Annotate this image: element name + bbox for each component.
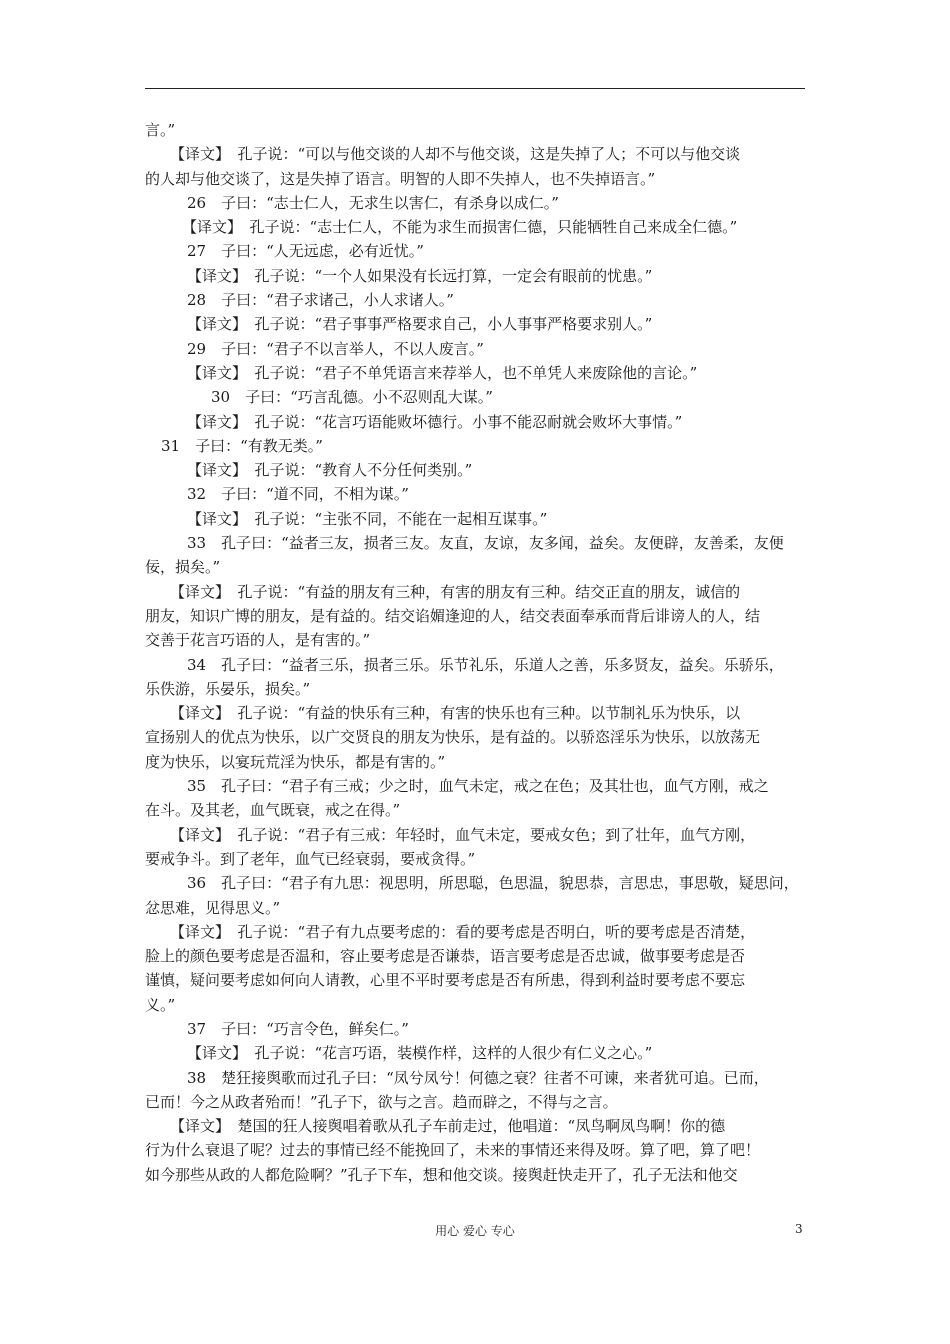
text-line: 27 子曰：“人无远虑，必有近忧。” (187, 242, 424, 261)
text-line: 度为快乐，以宴玩荒淫为快乐，都是有害的。” (145, 752, 446, 771)
footer-motto: 用心 爱心 专心 (435, 1224, 515, 1238)
text-line: 在斗。及其老，血气既衰，戒之在得。” (145, 801, 401, 820)
text-line: 宣扬别人的优点为快乐，以广交贤良的朋友为快乐，是有益的。以骄恣淫乐为快乐，以放荡无 (145, 728, 761, 747)
text-line: 佞，损矣。” (145, 558, 221, 577)
text-line: 34 孔子曰：“益者三乐，损者三乐。乐节礼乐，乐道人之善，乐多贤友，益矣。乐骄乐， (187, 655, 784, 674)
text-line: 【译文】 孔子说：“花言巧语，装模作样，这样的人很少有仁义之心。” (187, 1044, 653, 1063)
text-line: 29 子曰：“君子不以言举人，不以人废言。” (187, 339, 484, 358)
text-line: 【译文】 孔子说：“君子事事严格要求自己，小人事事严格要求别人。” (187, 315, 653, 334)
page-number: 3 (795, 1222, 803, 1236)
text-line: 义。” (145, 995, 176, 1014)
text-line: 忿思难，见得思义。” (145, 898, 281, 917)
text-line: 谨慎，疑问要考虑如何向人请教，心里不平时要考虑是否有所患，得到利益时要考虑不要忘 (145, 971, 746, 990)
text-line: 【译文】 孔子说：“主张不同，不能在一起相互谋事。” (187, 509, 548, 528)
text-line: 31 子曰：“有教无类。” (161, 436, 323, 455)
text-line: 如今那些从政的人都危险啊？”孔子下车，想和他交谈。接舆赶快走开了，孔子无法和他交 (145, 1165, 738, 1184)
text-line: 言。” (145, 121, 176, 139)
text-line: 【译文】 孔子说：“可以与他交谈的人却不与他交谈，这是失掉了人；不可以与他交谈 (170, 145, 741, 164)
text-line: 【译文】 孔子说：“君子有九点要考虑的：看的要考虑是否明白，听的要考虑是否清楚， (170, 922, 756, 941)
text-line: 【译文】 楚国的狂人接舆唱着歌从孔子车前走过，他唱道：“凤鸟啊凤鸟啊！你的德 (170, 1117, 726, 1136)
text-line: 已而！今之从政者殆而！”孔子下，欲与之言。趋而辟之，不得与之言。 (145, 1092, 618, 1111)
text-line: 32 子曰：“道不同，不相为谋。” (187, 485, 409, 504)
text-line: 【译文】 孔子说：“志士仁人，不能为求生而损害仁德，只能牺牲自己来成全仁德。” (182, 218, 738, 237)
text-line: 【译文】 孔子说：“花言巧语能败坏德行。小事不能忍耐就会败坏大事情。” (187, 412, 683, 431)
text-line: 脸上的颜色要考虑是否温和，容止要考虑是否谦恭，语言要考虑是否忠诚，做事要考虑是否 (145, 947, 746, 966)
text-line: 【译文】 孔子说：“君子有三戒：年轻时，血气未定，要戒女色；到了壮年，血气方刚， (170, 825, 756, 844)
text-line: 35 孔子曰：“君子有三戒；少之时，血气未定，戒之在色；及其壮也，血气方刚，戒之 (187, 777, 769, 796)
text-line: 乐佚游，乐晏乐，损矣。” (145, 679, 311, 698)
text-line: 朋友，知识广博的朋友，是有益的。结交谄媚逢迎的人，结交表面奉承而背后诽谤人的人，结 (145, 606, 761, 625)
text-line: 的人却与他交谈了，这是失掉了语言。明智的人即不失掉人，也不失掉语言。” (145, 169, 656, 188)
text-line: 30 子曰：“巧言乱德。小不忍则乱大谋。” (211, 388, 493, 407)
text-line: 【译文】 孔子说：“教育人不分任何类别。” (187, 461, 473, 480)
text-line: 38 楚狂接舆歌而过孔子曰：“凤兮凤兮！何德之衰？往者不可谏，来者犹可追。已而， (187, 1068, 769, 1087)
text-line: 28 子曰：“君子求诸己，小人求诸人。” (187, 291, 454, 310)
text-line: 交善于花言巧语的人，是有害的。” (145, 631, 371, 650)
header-rule (145, 88, 805, 89)
text-line: 33 孔子曰：“益者三友，损者三友。友直，友谅，友多闻，益矣。友便辟，友善柔，友便 (187, 534, 784, 553)
text-line: 36 孔子曰：“君子有九思：视思明，所思聪，色思温，貌思恭，言思忠，事思敬，疑思问， (187, 874, 799, 893)
text-line: 26 子曰：“志士仁人，无求生以害仁，有杀身以成仁。” (187, 193, 559, 212)
text-line: 【译文】 孔子说：“有益的朋友有三种，有害的朋友有三种。结交正直的朋友，诚信的 (170, 582, 741, 601)
document-body (145, 118, 807, 1187)
text-line: 【译文】 孔子说：“君子不单凭语言来荐举人，也不单凭人来废除他的言论。” (187, 363, 698, 382)
text-line: 要戒争斗。到了老年，血气已经衰弱，要戒贪得。” (145, 849, 476, 868)
text-line: 37 子曰：“巧言令色，鲜矣仁。” (187, 1019, 409, 1038)
text-line: 【译文】 孔子说：“一个人如果没有长远打算，一定会有眼前的忧患。” (187, 266, 653, 285)
text-line: 【译文】 孔子说：“有益的快乐有三种，有害的快乐也有三种。以节制礼乐为快乐，以 (170, 704, 741, 723)
text-line: 行为什么衰退了呢？过去的事情已经不能挽回了，未来的事情还来得及呀。算了吧，算了吧！ (145, 1141, 761, 1160)
